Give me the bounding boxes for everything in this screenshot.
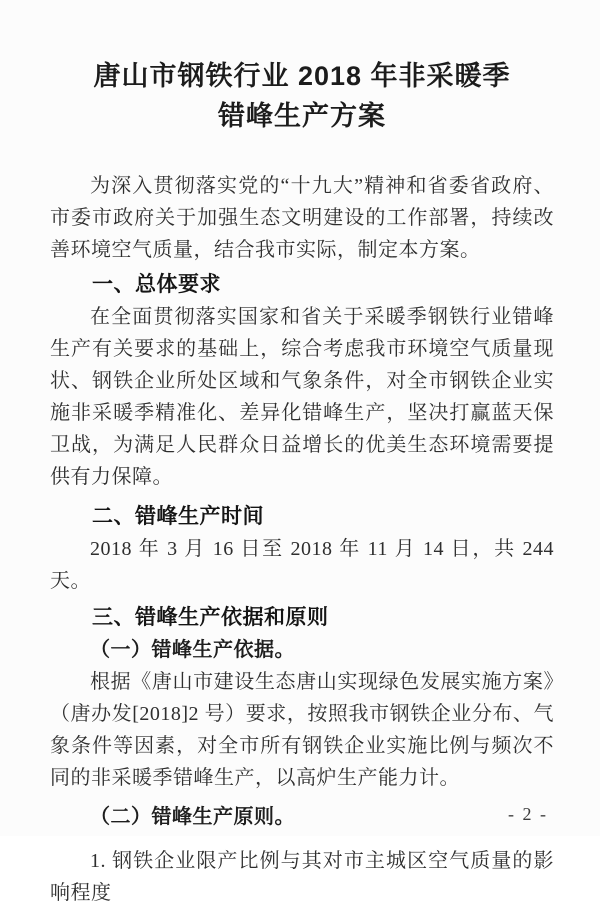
paragraph: 根据《唐山市建设生态唐山实现绿色发展实施方案》（唐办发[2018]2 号）要求，按照我市钢铁企业分布、气象条件等因素，对全市所有钢铁企业实施比例与频次不同的非采暖季错峰生产，以高炉生产能力计。 — [50, 671, 554, 789]
section-heading: 一、总体要求 — [92, 273, 221, 296]
paragraph: 2018 年 3 月 16 日至 2018 年 11 月 14 日，共 244 天。 — [50, 538, 554, 592]
section-heading: 三、错峰生产依据和原则 — [92, 606, 329, 629]
sub-heading: （一）错峰生产依据。 — [90, 639, 295, 661]
title-line-2: 错峰生产方案 — [218, 101, 386, 131]
section-heading: 二、错峰生产时间 — [92, 505, 264, 528]
paragraph: 1. 钢铁企业限产比例与其对市主城区空气质量的影响程度 — [50, 850, 554, 904]
paragraph: 在全面贯彻落实国家和省关于采暖季钢铁行业错峰生产有关要求的基础上，综合考虑我市环境空气质量现状、钢铁企业所处区域和气象条件，对全市钢铁企业实施非采暖季精准化、差异化错峰生产，坚决打赢蓝天保卫战，为满足人民群众日益增长的优美生态环境需要提供有力保障。 — [50, 306, 554, 488]
page-number: - 2 - — [508, 804, 548, 824]
document-title — [50, 56, 554, 136]
title-line-1: 唐山市钢铁行业 2018 年非采暖季 — [93, 61, 511, 91]
sub-heading: （二）错峰生产原则。 — [90, 806, 295, 828]
document-body — [50, 170, 554, 909]
paragraph: 为深入贯彻落实党的“十九大”精神和省委省政府、市委市政府关于加强生态文明建设的工作部署，持续改善环境空气质量，结合我市实际，制定本方案。 — [50, 175, 554, 261]
